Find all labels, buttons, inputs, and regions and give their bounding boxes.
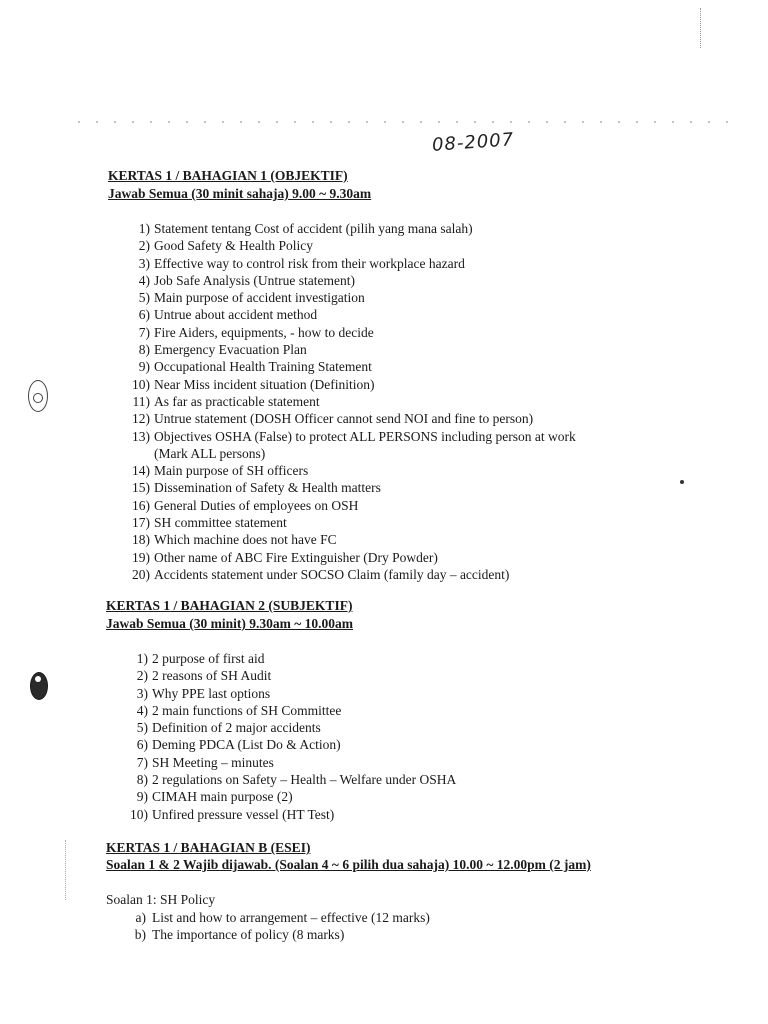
- item-text: The importance of policy (8 marks): [152, 927, 345, 942]
- item-text: Effective way to control risk from their workplace hazard: [154, 255, 465, 271]
- item-text: Dissemination of Safety & Health matters: [154, 480, 381, 496]
- item-number: 2): [136, 668, 148, 684]
- list-item: [126, 667, 456, 684]
- item-text: As far as practicable statement: [154, 393, 320, 409]
- item-number: 9): [138, 359, 150, 375]
- item-number: b): [134, 927, 146, 942]
- list-item: [128, 531, 576, 548]
- item-text: Near Miss incident situation (Definition): [154, 376, 375, 392]
- list-item: [128, 341, 576, 358]
- list-item: [128, 410, 576, 427]
- list-item: [128, 514, 576, 531]
- list-item: [128, 479, 576, 496]
- list-item: [128, 220, 576, 237]
- section3-subtitle: Soalan 1 & 2 Wajib dijawab. (Soalan 4 ~ 6 pilih dua sahaja) 10.00 ~ 12.00pm (2 jam): [106, 857, 591, 872]
- scan-speck: [680, 480, 684, 484]
- list-item: [126, 736, 456, 753]
- list-item: [126, 702, 456, 719]
- item-number: 17): [132, 515, 150, 531]
- list-item: [126, 719, 456, 736]
- list-item: [126, 806, 456, 823]
- list-item: [126, 650, 456, 667]
- section2-title: KERTAS 1 / BAHAGIAN 2 (SUBJEKTIF): [106, 598, 353, 613]
- item-number: 15): [132, 480, 150, 496]
- section1-list: [128, 220, 576, 583]
- item-text: Untrue about accident method: [154, 307, 318, 323]
- list-item: [128, 549, 576, 566]
- list-item: [128, 497, 576, 514]
- question-title: Soalan 1: SH Policy: [106, 892, 216, 907]
- item-text: Fire Aiders, equipments, - how to decide: [154, 324, 374, 340]
- handwritten-date: 08-2007: [431, 129, 515, 156]
- item-number: 11): [132, 393, 150, 409]
- item-text: List and how to arrangement – effective (12 marks): [152, 910, 430, 925]
- item-number: 5): [136, 720, 148, 736]
- list-item: [126, 754, 456, 771]
- list-item: [128, 272, 576, 289]
- item-text: Unfired pressure vessel (HT Test): [152, 806, 335, 822]
- item-text: Deming PDCA (List Do & Action): [152, 737, 341, 753]
- item-text: General Duties of employees on OSH: [154, 497, 359, 513]
- item-number: 12): [132, 411, 150, 427]
- item-number: 5): [138, 290, 150, 306]
- item-text: Objectives OSHA (False) to protect ALL PERSONS including person at work: [154, 428, 576, 444]
- item-number: 16): [132, 497, 150, 513]
- list-item: [128, 926, 430, 943]
- item-number: 3): [136, 685, 148, 701]
- item-number: 14): [132, 463, 150, 479]
- item-text: Why PPE last options: [152, 685, 271, 701]
- item-number: 10): [130, 806, 148, 822]
- item-number: 19): [132, 549, 150, 565]
- item-number: 20): [132, 566, 150, 582]
- section2-list: [126, 650, 456, 823]
- item-number: 7): [138, 324, 150, 340]
- section2-subtitle: Jawab Semua (30 minit) 9.30am ~ 10.00am: [106, 616, 354, 631]
- item-number: 6): [136, 737, 148, 753]
- item-text: 2 purpose of first aid: [152, 651, 265, 666]
- item-number: 6): [138, 307, 150, 323]
- item-number: 8): [138, 342, 150, 358]
- item-text: Untrue statement (DOSH Officer cannot send NOI and fine to person): [154, 411, 534, 427]
- punch-hole: [28, 380, 48, 412]
- item-text: SH Meeting – minutes: [152, 754, 274, 770]
- section3-title: KERTAS 1 / BAHAGIAN B (ESEI): [106, 840, 311, 855]
- item-number: a): [135, 910, 146, 925]
- section3-list: [128, 909, 430, 943]
- item-text: 2 main functions of SH Committee: [152, 702, 342, 718]
- item-text: Statement tentang Cost of accident (pilih yang mana salah): [154, 221, 473, 236]
- item-text: Good Safety & Health Policy: [154, 238, 313, 254]
- item-number: 7): [136, 754, 148, 770]
- item-text: Main purpose of accident investigation: [154, 290, 365, 306]
- item-number: 8): [136, 772, 148, 788]
- item-text-continued: (Mark ALL persons): [154, 445, 266, 461]
- list-item: [128, 289, 576, 306]
- item-text: 2 reasons of SH Audit: [152, 668, 272, 684]
- item-text: Occupational Health Training Statement: [154, 359, 372, 375]
- item-text: Definition of 2 major accidents: [152, 720, 321, 736]
- item-text: Job Safe Analysis (Untrue statement): [154, 272, 355, 288]
- list-item: [128, 428, 576, 463]
- item-number: 13): [132, 428, 150, 444]
- list-item: [126, 685, 456, 702]
- item-number: 4): [136, 702, 148, 718]
- list-item: [128, 237, 576, 254]
- list-item: [128, 255, 576, 272]
- item-text: CIMAH main purpose (2): [152, 789, 293, 805]
- punch-hole: [30, 672, 48, 700]
- scan-noise: [70, 121, 730, 123]
- item-number: 1): [138, 221, 150, 236]
- section1-title: KERTAS 1 / BAHAGIAN 1 (OBJEKTIF): [108, 168, 348, 183]
- list-item: [128, 462, 576, 479]
- list-item: [126, 788, 456, 805]
- item-number: 2): [138, 238, 150, 254]
- item-number: 9): [136, 789, 148, 805]
- scan-mark: [65, 840, 67, 900]
- list-item: [128, 393, 576, 410]
- item-text: Accidents statement under SOCSO Claim (family day – accident): [154, 566, 510, 582]
- list-item: [128, 376, 576, 393]
- item-number: 1): [136, 651, 148, 666]
- list-item: [126, 771, 456, 788]
- list-item: [128, 306, 576, 323]
- list-item: [128, 909, 430, 926]
- item-text: Emergency Evacuation Plan: [154, 342, 307, 358]
- list-item: [128, 324, 576, 341]
- item-number: 4): [138, 272, 150, 288]
- section1-subtitle: Jawab Semua (30 minit sahaja) 9.00 ~ 9.30am: [108, 186, 372, 201]
- scan-mark: [700, 8, 707, 48]
- item-text: Other name of ABC Fire Extinguisher (Dry Powder): [154, 549, 438, 565]
- item-number: 10): [132, 376, 150, 392]
- list-item: [128, 358, 576, 375]
- item-text: Which machine does not have FC: [154, 532, 337, 548]
- item-text: SH committee statement: [154, 515, 287, 531]
- item-number: 18): [132, 532, 150, 548]
- list-item: [128, 566, 576, 583]
- item-text: Main purpose of SH officers: [154, 463, 309, 479]
- item-number: 3): [138, 255, 150, 271]
- item-text: 2 regulations on Safety – Health – Welfare under OSHA: [152, 772, 457, 788]
